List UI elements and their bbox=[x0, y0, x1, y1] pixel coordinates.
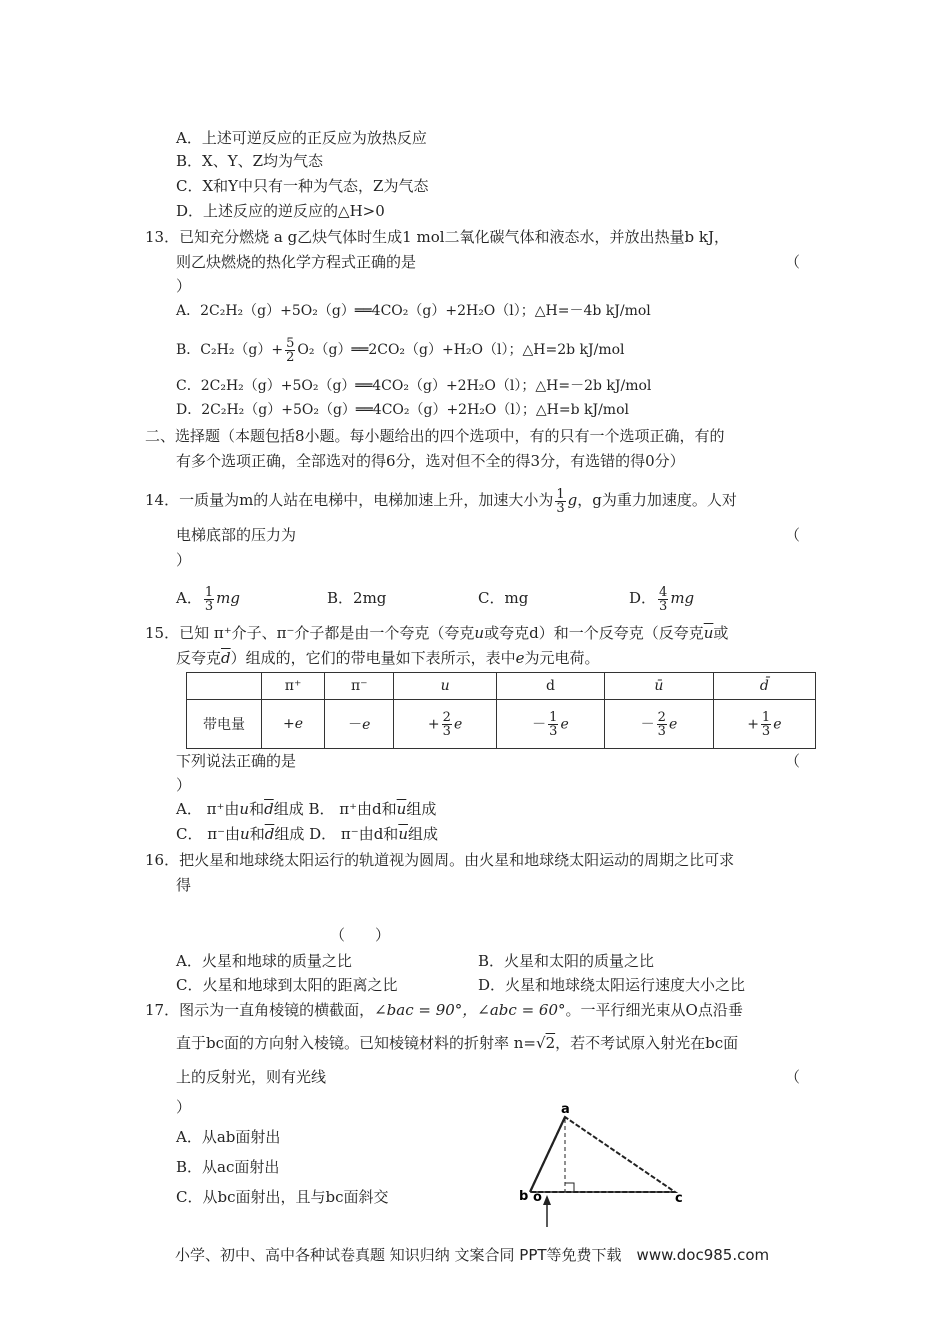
prism-side-ab bbox=[530, 1117, 565, 1192]
q15-paren-close: ） bbox=[176, 776, 192, 794]
table-header-cell: π⁺ bbox=[262, 673, 325, 700]
q16-stem-line2: 得 bbox=[176, 876, 192, 894]
q13-option-b: B．C₂H₂（g）+ $\frac{5}{2}$ O₂（g）══2CO₂（g）+H₂O（l）；△H=2b kJ/mol bbox=[176, 335, 625, 365]
q16-option-d: D．火星和地球绕太阳运行速度大小之比 bbox=[478, 976, 746, 994]
q15-options-cd bbox=[176, 824, 438, 844]
q16-option-c: C．火星和地球到太阳的距离之比 bbox=[176, 976, 398, 994]
q14-stem-line2: 电梯底部的压力为 bbox=[176, 526, 297, 544]
q16-option-a: A．火星和地球的质量之比 bbox=[176, 952, 352, 970]
q16-option-b: B．火星和太阳的质量之比 bbox=[478, 952, 655, 970]
charge-u: + $\frac{2}{3}$ e bbox=[394, 700, 496, 749]
right-angle-mark bbox=[565, 1183, 574, 1192]
charge-dbar: + $\frac{1}{3}$ e bbox=[713, 700, 815, 749]
q14-option-a: A． $\frac{1}{3}$ mg bbox=[176, 584, 240, 614]
q14-option-c: C．mg bbox=[478, 589, 529, 607]
vertex-label-a: a bbox=[561, 1102, 570, 1117]
point-label-o: o bbox=[533, 1190, 542, 1205]
q12-option-c: C．X和Y中只有一种为气态，Z为气态 bbox=[176, 177, 429, 195]
q13-stem-line1: 13．已知充分燃烧 a g乙炔气体时生成1 mol二氧化碳气体和液态水，并放出热量b kJ， bbox=[145, 228, 730, 246]
q14-paren-close: ） bbox=[176, 551, 192, 569]
prism-triangle bbox=[530, 1117, 675, 1192]
q15-paren-open: （ bbox=[785, 752, 801, 770]
q17-stem-line2: 直于bc面的方向射入棱镜。已知棱镜材料的折射率 n=√2，若不考试原入射光在bc面 bbox=[176, 1034, 739, 1052]
table-header-cell: d bbox=[496, 673, 604, 700]
q14-option-d: D． $\frac{4}{3}$ mg bbox=[629, 584, 695, 614]
q13-stem-line2: 则乙炔燃烧的热化学方程式正确的是 bbox=[176, 253, 417, 271]
q15-option-a: A． π⁺由u和$\overline{d}$组成 bbox=[176, 800, 304, 818]
charge-pi-minus: －e bbox=[325, 700, 394, 749]
q15-stem-line2: 反夸克$\overline{d}$）组成的，它们的带电量如下表所示，表中e为元电荷。 bbox=[176, 649, 600, 667]
q13-option-c: C．2C₂H₂（g）+5O₂（g）══4CO₂（g）+2H₂O（l）；△H=－2b kJ/mol bbox=[176, 378, 652, 394]
q17-stem-line1: 17．图示为一直角棱镜的横截面，∠bac = 90°，∠abc = 60°。一平行细光束从O点沿垂 bbox=[145, 1001, 743, 1019]
table-header-cell: ū bbox=[605, 673, 713, 700]
q15-option-d: D． π⁻由d和$\overline{u}$组成 bbox=[309, 825, 438, 843]
table-row bbox=[187, 700, 816, 749]
q12-option-a: A．上述可逆反应的正反应为放热反应 bbox=[176, 129, 427, 147]
charge-ubar: － $\frac{2}{3}$ e bbox=[605, 700, 713, 749]
table-header-row bbox=[187, 673, 816, 700]
q17-stem-line3: 上的反射光，则有光线 bbox=[176, 1068, 327, 1086]
light-ray-arrow-icon bbox=[543, 1195, 551, 1205]
q15-stem-line1: 15．已知 π⁺介子、π⁻介子都是由一个夸克（夸克u或夸克d）和一个反夸克（反夸克$\overline{u}$或 bbox=[145, 624, 729, 642]
table-row-label: 带电量 bbox=[187, 700, 262, 749]
q12-option-b: B．X、Y、Z均为气态 bbox=[176, 152, 324, 170]
q15-options-ab bbox=[176, 799, 436, 819]
charge-table bbox=[186, 672, 816, 749]
table-header-cell: π⁻ bbox=[325, 673, 394, 700]
charge-pi-plus: +e bbox=[262, 700, 325, 749]
q14-option-b: B．2mg bbox=[327, 589, 387, 607]
table-header-cell bbox=[187, 673, 262, 700]
section2-heading-line2: 有多个选项正确，全部选对的得6分，选对但不全的得3分，有选错的得0分） bbox=[176, 452, 685, 470]
q16-stem-line1: 16．把火星和地球绕太阳运行的轨道视为圆周。由火星和地球绕太阳运动的周期之比可求 bbox=[145, 851, 735, 869]
q16-paren: （ ） bbox=[330, 926, 391, 944]
q14-fraction: $\frac{1}{3}$ bbox=[556, 486, 565, 516]
vertex-label-b: b bbox=[519, 1189, 529, 1204]
q17-option-b: B．从ac面射出 bbox=[176, 1158, 280, 1176]
charge-d: － $\frac{1}{3}$ e bbox=[496, 700, 604, 749]
table-header-cell: u bbox=[394, 673, 496, 700]
q13-b-fraction: $\frac{5}{2}$ bbox=[286, 335, 295, 365]
sqrt-symbol: √ bbox=[536, 1034, 546, 1052]
q17-paren-close: ） bbox=[176, 1098, 192, 1116]
q17-option-c: C．从bc面射出，且与bc面斜交 bbox=[176, 1188, 389, 1206]
q13-option-a: A．2C₂H₂（g）+5O₂（g）══4CO₂（g）+2H₂O（l）；△H=－4b kJ/mol bbox=[176, 303, 651, 319]
q12-option-d: D．上述反应的逆反应的△H>0 bbox=[176, 202, 385, 220]
q14-paren-open: （ bbox=[785, 526, 801, 544]
q14-stem-line1: 14．一质量为m的人站在电梯中，电梯加速上升，加速大小为 $\frac{1}{3}$ g，g为重力加速度。人对 bbox=[145, 486, 737, 516]
q13-paren-open: （ bbox=[785, 253, 801, 271]
q17-paren-open: （ bbox=[785, 1068, 801, 1086]
q13-paren-close: ） bbox=[176, 277, 192, 295]
q15-stem-line3: 下列说法正确的是 bbox=[176, 752, 297, 770]
q15-option-b: B． π⁺由d和$\overline{u}$组成 bbox=[308, 800, 437, 818]
vertex-label-c: c bbox=[675, 1191, 683, 1206]
q17-option-a: A．从ab面射出 bbox=[176, 1128, 281, 1146]
prism-diagram bbox=[500, 1095, 700, 1230]
q15-option-c: C． π⁻由u和$\overline{d}$组成 bbox=[176, 825, 305, 843]
q13-option-d: D．2C₂H₂（g）+5O₂（g）══4CO₂（g）+2H₂O（l）；△H=b kJ/mol bbox=[176, 402, 629, 418]
section2-heading-line1: 二、选择题（本题包括8小题。每小题给出的四个选项中，有的只有一个选项正确，有的 bbox=[145, 427, 725, 445]
page-footer: 小学、初中、高中各种试卷真题 知识归纳 文案合同 PPT等免费下载 www.doc985.com bbox=[175, 1246, 770, 1264]
table-header-cell: d̄ bbox=[713, 673, 815, 700]
